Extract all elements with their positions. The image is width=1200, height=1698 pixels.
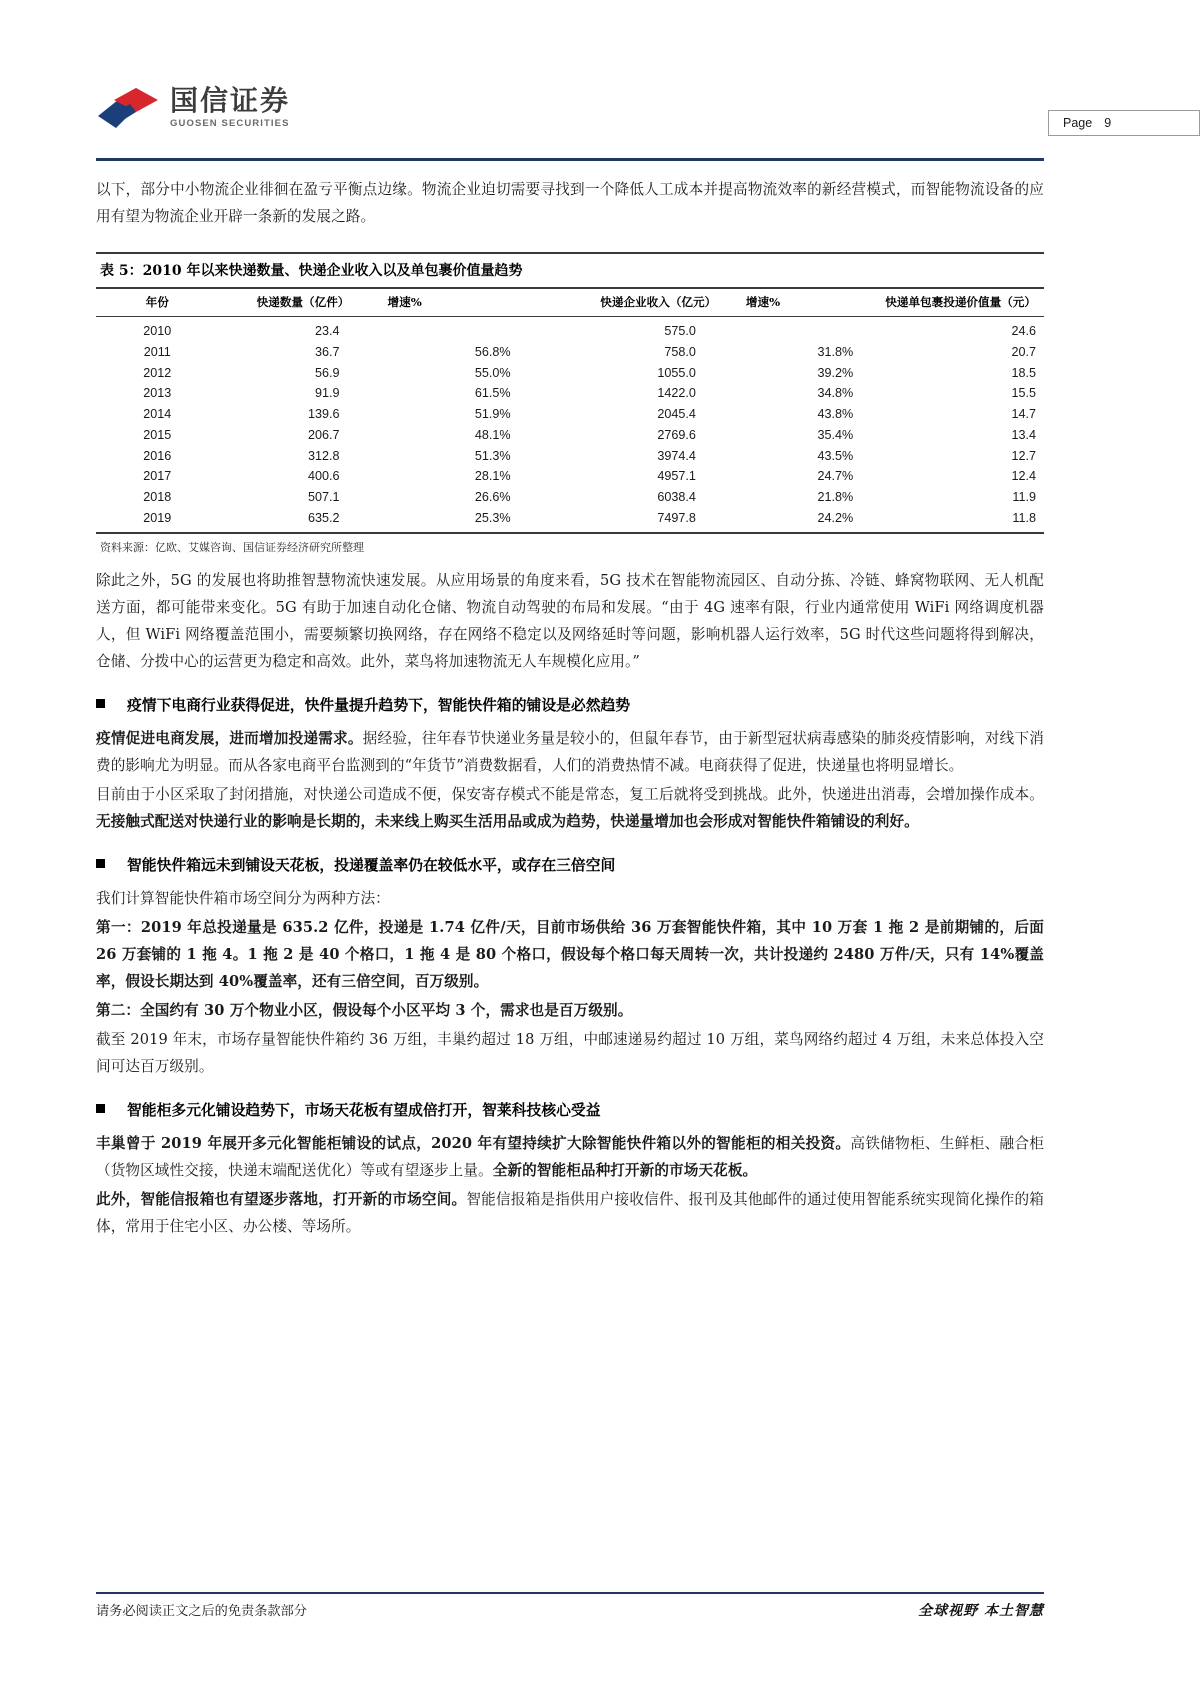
table-row <box>96 317 1044 342</box>
section3-p2-bold: 此外，智能信报箱也有望逐步落地，打开新的市场空间。 <box>96 1191 467 1209</box>
cell-growth-rev: 24.7% <box>817 469 854 484</box>
section2-p3-label: 第二： <box>96 1002 141 1020</box>
cell-quantity: 91.9 <box>314 386 340 401</box>
section3-p2-plain: 智能信报箱是指供用户接收信件、报刊及其他邮件的通过使用智能系统实现简化操作的箱体，常用于住宅小区、办公楼、等场所。 <box>96 1191 1044 1236</box>
section2-paragraph-1: 我们计算智能快件箱市场空间分为两种方法： <box>96 890 390 908</box>
cell-year: 2016 <box>143 448 172 463</box>
section-heading-1 <box>96 693 1044 719</box>
cell-growth-rev: 39.2% <box>817 365 854 380</box>
cell-quantity: 507.1 <box>307 490 340 505</box>
cell-unit-value: 14.7 <box>1011 407 1036 422</box>
table-row <box>96 425 1044 446</box>
section-heading-1-text: 疫情下电商行业获得促进，快件量提升趋势下，智能快件箱的铺设是必然趋势 <box>127 697 631 715</box>
section2-p3-text: 全国约有 30 万个物业小区，假设每个小区平均 3 个，需求也是百万级别。 <box>140 1002 633 1020</box>
table-row <box>96 508 1044 533</box>
cell-growth-qty: 51.3% <box>474 448 511 463</box>
guosen-logo-icon <box>96 86 160 130</box>
section3-p1-plain: 高铁储物柜、生鲜柜、融合柜（货物区域性交接，快递末端配送优化）等或有望逐步上量。 <box>96 1135 1044 1180</box>
cell-quantity: 23.4 <box>314 324 340 338</box>
cell-year: 2017 <box>143 469 172 484</box>
cell-quantity: 56.9 <box>314 365 340 380</box>
section-heading-2 <box>96 853 1044 879</box>
table-source-note: 资料来源：亿欧、艾媒咨询、国信证券经济研究所整理 <box>100 541 364 555</box>
section2-p2-label: 第一： <box>96 919 141 937</box>
cell-revenue: 4957.1 <box>657 469 696 484</box>
table-header-row <box>96 288 1044 317</box>
cell-revenue: 1422.0 <box>657 386 696 401</box>
section1-p1-rest: 据经验，往年春节快递业务量是较小的，但鼠年春节，由于新型冠状病毒感染的肺炎疫情影响，对线下消费的影响尤为明显。而从各家电商平台监测到的“年货节”消费数据看，人们的消费热情不减。电商获得了促进，快递量也将明显增长。 <box>96 730 1044 775</box>
bullet-square-icon <box>96 859 105 868</box>
intro-paragraph: 以下，部分中小物流企业徘徊在盈亏平衡点边缘。物流企业迫切需要寻找到一个降低人工成本并提高物流效率的新经营模式，而智能物流设备的应用有望为物流企业开辟一条新的发展之路。 <box>96 181 1044 225</box>
cell-growth-qty: 28.1% <box>474 469 511 484</box>
cell-quantity: 400.6 <box>307 469 340 484</box>
section-heading-3-text: 智能柜多元化铺设趋势下，市场天花板有望成倍打开，智莱科技核心受益 <box>127 1102 601 1120</box>
col-header-year: 年份 <box>96 288 219 317</box>
cell-year: 2011 <box>143 344 171 359</box>
section2-paragraph-4: 截至 2019 年末，市场存量智能快件箱约 36 万组，丰巢约超过 18 万组，中邮速递易约超过 10 万组，菜鸟网络约超过 4 万组，未来总体投入空间可达百万级别。 <box>96 1031 1044 1076</box>
section-heading-3 <box>96 1098 1044 1124</box>
cell-revenue: 3974.4 <box>657 448 696 463</box>
cell-quantity: 36.7 <box>314 344 340 359</box>
cell-growth-rev: 43.8% <box>817 407 854 422</box>
col-header-growth-qty: 增速% <box>388 288 571 317</box>
cell-year: 2019 <box>143 511 172 526</box>
cell-revenue: 758.0 <box>664 344 696 359</box>
section1-p2-plain: 目前由于小区采取了封闭措施，对快递公司造成不便，保安寄存模式不能是常态，复工后就将受到挑战。此外，快递进出消毒，会增加操作成本。 <box>96 786 1044 804</box>
section1-p2-bold: 无接触式配送对快递行业的影响是长期的，未来线上购买生活用品或成为趋势，快递量增加也会形成对智能快件箱铺设的利好。 <box>96 813 919 831</box>
section1-paragraph-1 <box>96 725 1044 779</box>
cell-unit-value: 12.7 <box>1011 448 1036 463</box>
section3-p1-bold-a: 丰巢曾于 2019 年展开多元化智能柜铺设的试点，2020 年有望持续扩大除智能快件箱以外的智能柜的相关投资。 <box>96 1135 851 1153</box>
bullet-square-icon <box>96 1104 105 1113</box>
cell-quantity: 206.7 <box>307 427 340 442</box>
cell-revenue: 6038.4 <box>657 490 696 505</box>
cell-quantity: 635.2 <box>307 511 340 526</box>
cell-quantity: 139.6 <box>307 407 340 422</box>
section-heading-2-text: 智能快件箱远未到铺设天花板，投递覆盖率仍在较低水平，或存在三倍空间 <box>127 857 616 875</box>
cell-growth-qty: 61.5% <box>474 386 511 401</box>
section1-paragraph-2 <box>96 781 1044 835</box>
table-body <box>96 317 1044 534</box>
page-content <box>96 176 1044 1242</box>
table-row <box>96 362 1044 383</box>
section3-p1-bold-b: 全新的智能柜品种打开新的市场天花板。 <box>492 1162 758 1180</box>
section2-paragraph-2 <box>96 914 1044 995</box>
cell-year: 2014 <box>143 407 172 422</box>
cell-year: 2013 <box>143 386 172 401</box>
table-express-volume <box>96 287 1044 534</box>
section2-paragraph-3 <box>96 997 1044 1024</box>
footer-divider <box>96 1592 1044 1594</box>
footer-slogan: 全球视野 本土智慧 <box>918 1603 1044 1619</box>
col-header-revenue: 快递企业收入（亿元） <box>571 288 746 317</box>
table-row <box>96 487 1044 508</box>
table-row <box>96 445 1044 466</box>
section2-p2-text: 2019 年总投递量是 635.2 亿件，投递是 1.74 亿件/天，目前市场供给 36 万套智能快件箱，其中 10 万套 1 拖 2 是前期铺的，后面 26 万套铺的 1 拖 4。1 拖 2 是 40 个格口，1 拖 4 是 80 个格口，假设每个格口每天周转一次，共计投递约 2480 万件/天，只有 14%覆盖率，假设长期达到 40%覆盖率，还有三倍空间，百万级别。 <box>96 919 1044 991</box>
cell-growth-rev: 34.8% <box>817 386 854 401</box>
cell-revenue: 2769.6 <box>657 427 696 442</box>
cell-unit-value: 13.4 <box>1011 427 1036 442</box>
cell-unit-value: 12.4 <box>1011 469 1036 484</box>
cell-growth-qty: 25.3% <box>474 511 511 526</box>
col-header-growth-rev: 增速% <box>746 288 885 317</box>
section3-paragraph-2 <box>96 1186 1044 1240</box>
cell-unit-value: 24.6 <box>1011 324 1036 338</box>
page-number: 9 <box>1104 116 1112 130</box>
cell-growth-qty: 51.9% <box>474 407 511 422</box>
cell-unit-value: 20.7 <box>1011 344 1036 359</box>
table-row <box>96 404 1044 425</box>
footer-disclaimer: 请务必阅读正文之后的免责条款部分 <box>96 1604 307 1619</box>
cell-revenue: 575.0 <box>664 324 696 338</box>
table-caption: 表 5：2010 年以来快递数量、快递企业收入以及单包裹价值量趋势 <box>96 252 1044 287</box>
cell-revenue: 7497.8 <box>657 511 696 526</box>
cell-growth-qty: 55.0% <box>474 365 511 380</box>
cell-growth-qty: 26.6% <box>474 490 511 505</box>
section3-paragraph-1 <box>96 1130 1044 1184</box>
brand-name-en: GUOSEN SECURITIES <box>170 118 290 130</box>
cell-year: 2012 <box>143 365 172 380</box>
cell-growth-qty <box>388 317 571 342</box>
cell-growth-rev: 43.5% <box>817 448 854 463</box>
cell-year: 2010 <box>143 324 172 338</box>
cell-quantity: 312.8 <box>307 448 340 463</box>
table-5-block <box>96 252 1044 555</box>
header-divider <box>96 158 1044 161</box>
col-header-unit-value: 快递单包裹投递价值量（元） <box>885 288 1044 317</box>
cell-growth-rev <box>746 317 885 342</box>
table-row <box>96 383 1044 404</box>
page-footer <box>96 1600 1044 1620</box>
cell-unit-value: 11.8 <box>1012 511 1036 526</box>
col-header-quantity: 快递数量（亿件） <box>219 288 388 317</box>
cell-year: 2015 <box>143 427 172 442</box>
section1-p1-lead: 疫情促进电商发展，进而增加投递需求。 <box>96 730 363 748</box>
table-row <box>96 341 1044 362</box>
paragraph-5g: 除此之外，5G 的发展也将助推智慧物流快速发展。从应用场景的角度来看，5G 技术在智能物流园区、自动分拣、冷链、蜂窝物联网、无人机配送方面，都可能带来变化。5G 有助于加速自动化仓储、物流自动驾驶的布局和发展。“由于 4G 速率有限，行业内通常使用 WiFi 网络调度机器人，但 WiFi 网络覆盖范围小，需要频繁切换网络，存在网络不稳定以及网络延时等问题，影响机器人运行效率，5G 时代这些问题将得到解决，仓储、分拨中心的运营更为稳定和高效。此外，菜鸟将加速物流无人车规模化应用。” <box>96 572 1044 671</box>
cell-growth-rev: 21.8% <box>817 490 854 505</box>
cell-growth-rev: 24.2% <box>817 511 854 526</box>
bullet-square-icon <box>96 699 105 708</box>
page-number-badge <box>1048 110 1200 136</box>
cell-revenue: 2045.4 <box>657 407 696 422</box>
cell-revenue: 1055.0 <box>657 365 696 380</box>
cell-growth-qty: 56.8% <box>474 344 511 359</box>
cell-year: 2018 <box>143 490 172 505</box>
cell-growth-rev: 31.8% <box>817 344 854 359</box>
cell-unit-value: 15.5 <box>1011 386 1036 401</box>
page-header <box>96 60 1044 160</box>
table-row <box>96 466 1044 487</box>
brand-name-cn: 国信证券 <box>170 84 291 118</box>
cell-unit-value: 18.5 <box>1011 365 1036 380</box>
cell-growth-rev: 35.4% <box>817 427 854 442</box>
cell-growth-qty: 48.1% <box>474 427 511 442</box>
page-label: Page <box>1063 116 1093 130</box>
cell-unit-value: 11.9 <box>1012 490 1036 505</box>
brand-logo <box>96 86 290 130</box>
